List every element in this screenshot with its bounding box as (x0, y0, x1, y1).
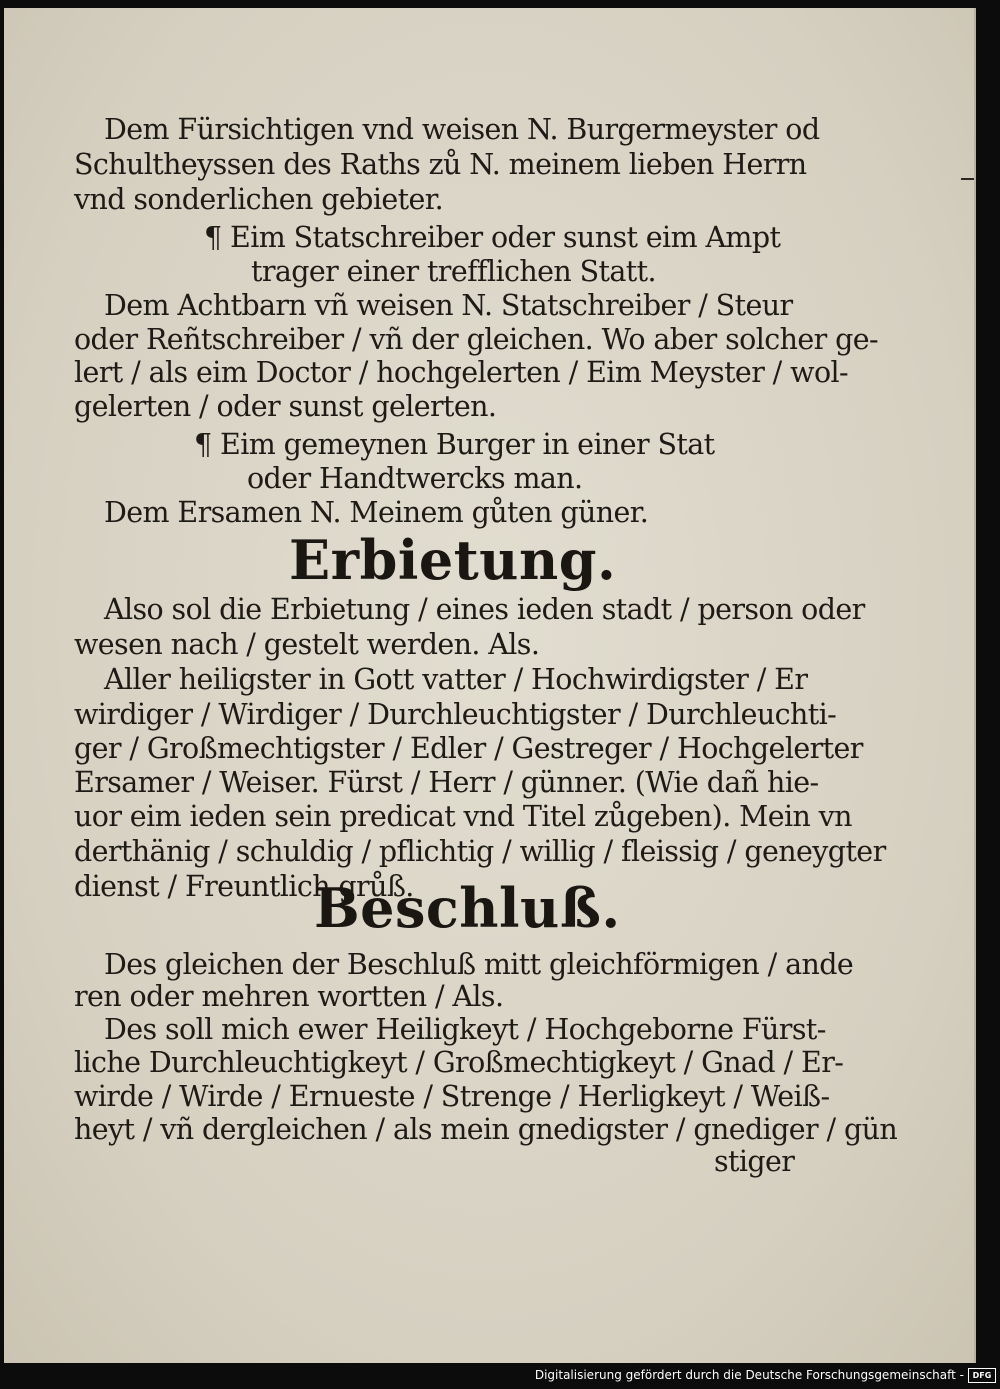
text-line: gelerten / oder sunst gelerten. (74, 390, 497, 423)
text-line: ger / Großmechtigster / Edler / Gestreger / Hochgelerter (74, 732, 863, 765)
text-line: ¶ Eim Statschreiber oder sunst eim Ampt (204, 221, 781, 254)
text-line: uor eim ieden sein predicat vnd Titel zůgeben). Mein vn (74, 800, 852, 833)
text-line: Des gleichen der Beschluß mitt gleichförmigen / ande (104, 948, 854, 981)
text-line: dienst / Freuntlich grůß. (74, 870, 414, 903)
text-line: Aller heiligster in Gott vatter / Hochwirdigster / Er (104, 663, 808, 696)
text-line: derthänig / schuldig / pflichtig / willig / fleissig / geneygter (74, 835, 886, 868)
text-line: Also sol die Erbietung / eines ieden stadt / person oder (104, 593, 865, 626)
margin-mark (961, 178, 976, 180)
text-line: wesen nach / gestelt werden. Als. (74, 628, 540, 661)
book-page (4, 8, 976, 1363)
heading-beschluss: Beschluß. (314, 876, 621, 940)
text-line: heyt / vñ dergleichen / als mein gnedigster / gnediger / gün (74, 1113, 898, 1146)
digitization-footer (535, 1365, 996, 1385)
text-line: liche Durchleuchtigkeyt / Großmechtigkeyt / Gnad / Er- (74, 1046, 844, 1079)
text-line: Dem Ersamen N. Meinem gůten güner. (104, 496, 649, 529)
text-line: ren oder mehren wortten / Als. (74, 980, 504, 1013)
text-line: Schultheyssen des Raths zů N. meinem lieben Herrn (74, 148, 807, 181)
text-line: wirdiger / Wirdiger / Durchleuchtigster / Durchleuchti- (74, 698, 837, 731)
text-line: Des soll mich ewer Heiligkeyt / Hochgeborne Fürst- (104, 1013, 826, 1046)
text-line: ¶ Eim gemeynen Burger in einer Stat (194, 428, 715, 461)
text-line: Dem Fürsichtigen vnd weisen N. Burgermeyster od (104, 113, 820, 146)
text-line: Ersamer / Weiser. Fürst / Herr / günner. (Wie dañ hie- (74, 766, 819, 799)
text-line: trager einer trefflichen Statt. (251, 255, 656, 288)
text-line: Dem Achtbarn vñ weisen N. Statschreiber / Steur (104, 289, 793, 322)
footer-credit: Digitalisierung gefördert durch die Deutsche Forschungsgemeinschaft - (534, 1368, 964, 1382)
heading-erbietung: Erbietung. (289, 528, 617, 592)
text-line: wirde / Wirde / Ernueste / Strenge / Herligkeyt / Weiß- (74, 1080, 830, 1113)
text-line: vnd sonderlichen gebieter. (74, 183, 444, 216)
text-line: oder Handtwercks man. (247, 462, 583, 495)
text-line: oder Reñtschreiber / vñ der gleichen. Wo aber solcher ge- (74, 323, 879, 356)
text-line: stiger (714, 1145, 795, 1178)
dfg-logo-icon: DFG (968, 1368, 996, 1383)
text-line: lert / als eim Doctor / hochgelerten / Eim Meyster / wol- (74, 356, 849, 389)
